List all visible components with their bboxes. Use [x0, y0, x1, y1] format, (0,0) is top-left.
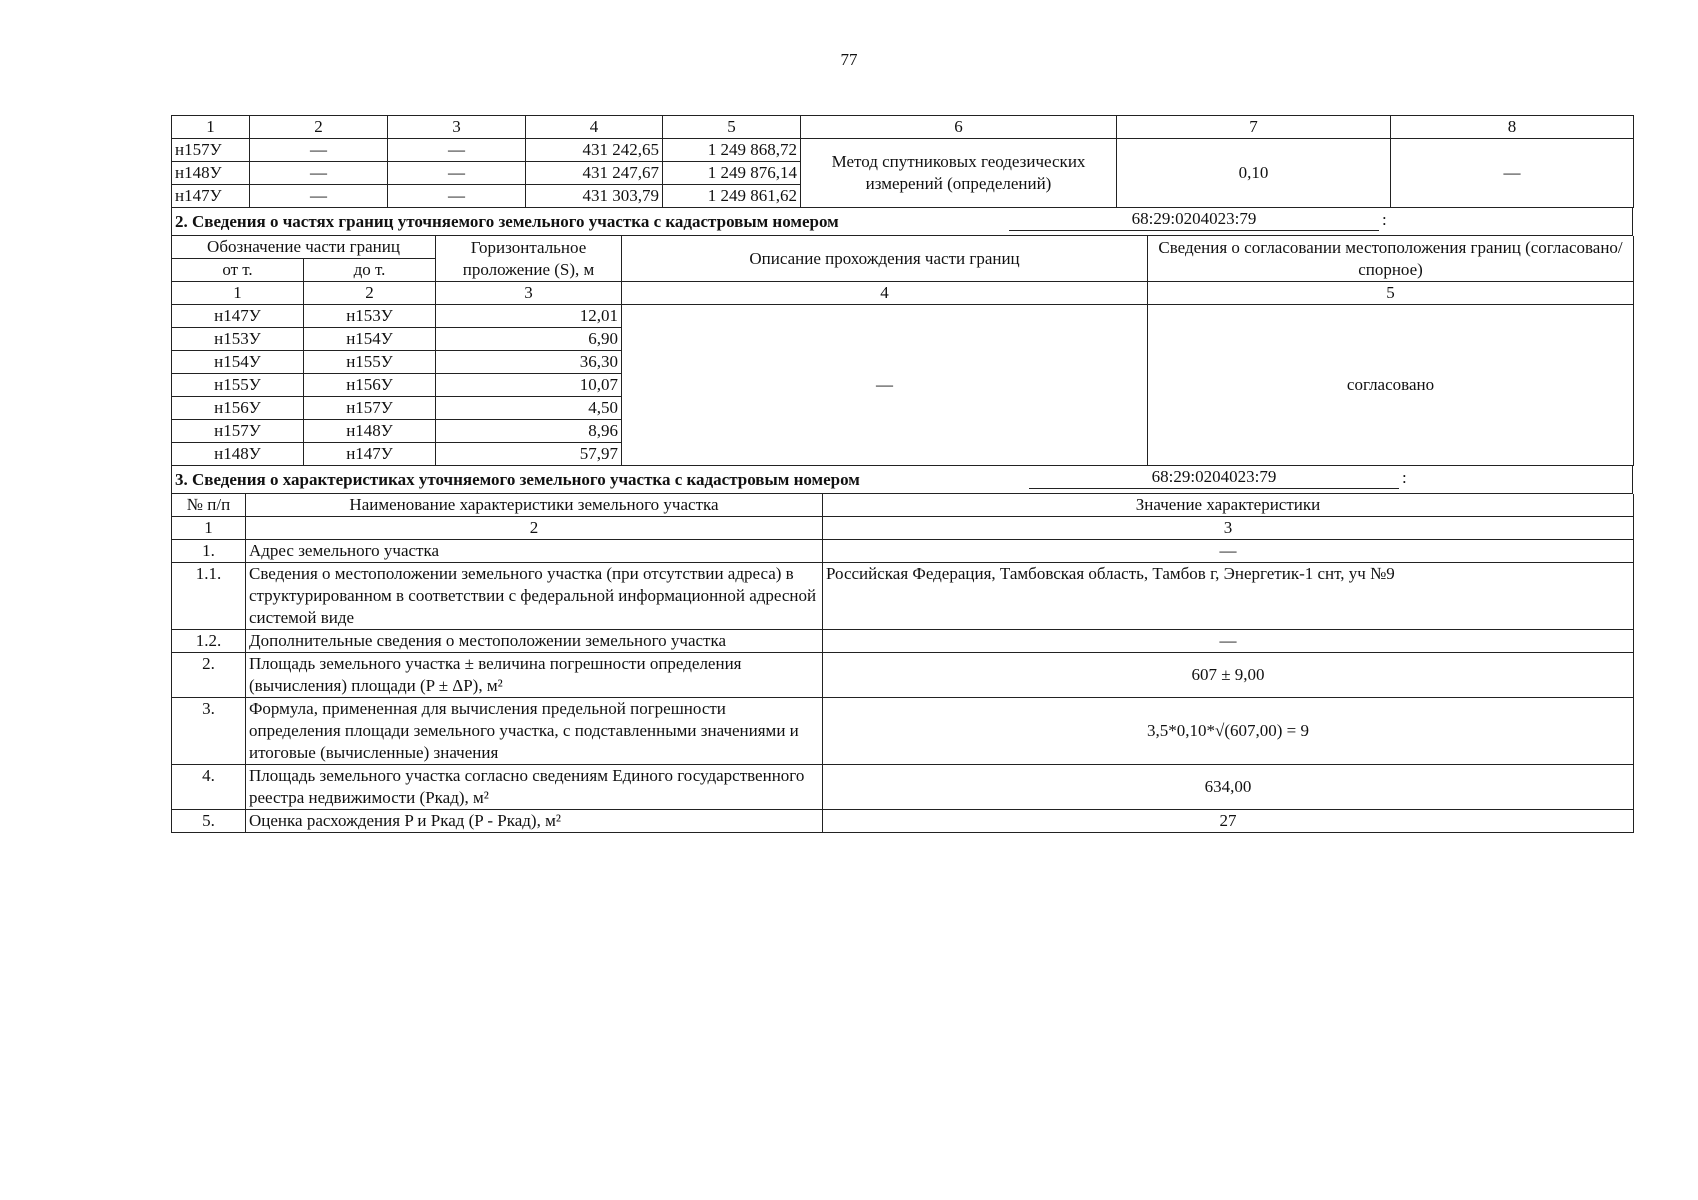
- characteristic-value: —: [823, 630, 1634, 653]
- coord-x: 431 303,79: [526, 185, 663, 208]
- table-header-row: [172, 116, 1634, 139]
- horizontal-distance: 12,01: [436, 305, 622, 328]
- row-num: 3.: [172, 698, 246, 765]
- section-2-heading: [171, 208, 1633, 236]
- point-id: н147У: [172, 185, 250, 208]
- header-cell: 2: [250, 116, 388, 139]
- horizontal-distance: 8,96: [436, 420, 622, 443]
- header-designation: Обозначение части границ: [172, 236, 436, 259]
- column-number: 5: [1148, 282, 1634, 305]
- row-num: 1.2.: [172, 630, 246, 653]
- cell: —: [388, 139, 526, 162]
- table-row: [172, 698, 1634, 765]
- agreement-cell: согласовано: [1148, 305, 1634, 466]
- coord-y: 1 249 876,14: [663, 162, 801, 185]
- point-id: н148У: [172, 162, 250, 185]
- table-row: [172, 563, 1634, 630]
- cell: —: [250, 139, 388, 162]
- table-number-row: [172, 282, 1634, 305]
- section-3-title: 3. Сведения о характеристиках уточняемого земельного участка с кадастровым номером: [175, 470, 860, 489]
- column-number: 1: [172, 517, 246, 540]
- cell: —: [388, 185, 526, 208]
- section-2-title: 2. Сведения о частях границ уточняемого земельного участка с кадастровым номером: [175, 212, 839, 231]
- table-row: [172, 765, 1634, 810]
- characteristic-name: Адрес земельного участка: [246, 540, 823, 563]
- cell: —: [388, 162, 526, 185]
- coord-y: 1 249 861,62: [663, 185, 801, 208]
- column-number: 4: [622, 282, 1148, 305]
- coord-x: 431 247,67: [526, 162, 663, 185]
- header-from: от т.: [172, 259, 304, 282]
- to-point: н157У: [304, 397, 436, 420]
- row-num: 2.: [172, 653, 246, 698]
- header-cell: 1: [172, 116, 250, 139]
- row-num: 4.: [172, 765, 246, 810]
- characteristic-value: 27: [823, 810, 1634, 833]
- to-point: н155У: [304, 351, 436, 374]
- coordinates-table: [171, 115, 1634, 208]
- table-header-row: [172, 494, 1634, 517]
- header-num: № п/п: [172, 494, 246, 517]
- cell: —: [250, 185, 388, 208]
- from-point: н148У: [172, 443, 304, 466]
- section-3-cadastral-number: 68:29:0204023:79: [1029, 466, 1399, 489]
- from-point: н147У: [172, 305, 304, 328]
- from-point: н156У: [172, 397, 304, 420]
- characteristic-name: Сведения о местоположении земельного участка (при отсутствии адреса) в структурированном в соответствии с федеральной информационной адресной системой виде: [246, 563, 823, 630]
- to-point: н154У: [304, 328, 436, 351]
- table-row: [172, 540, 1634, 563]
- header-cell: 8: [1391, 116, 1634, 139]
- coord-y: 1 249 868,72: [663, 139, 801, 162]
- header-horizontal: Горизонтальное проложение (S), м: [436, 236, 622, 282]
- section-3-heading: [171, 466, 1633, 494]
- characteristic-value: —: [823, 540, 1634, 563]
- header-cell: 4: [526, 116, 663, 139]
- table-header-row: [172, 236, 1634, 259]
- table-row: [172, 305, 1634, 328]
- characteristic-value: 3,5*0,10*√(607,00) = 9: [823, 698, 1634, 765]
- column-number: 3: [436, 282, 622, 305]
- to-point: н147У: [304, 443, 436, 466]
- characteristic-value: 607 ± 9,00: [823, 653, 1634, 698]
- header-cell: 3: [388, 116, 526, 139]
- accuracy-cell: 0,10: [1117, 139, 1391, 208]
- header-description: Описание прохождения части границ: [622, 236, 1148, 282]
- from-point: н153У: [172, 328, 304, 351]
- horizontal-distance: 57,97: [436, 443, 622, 466]
- from-point: н155У: [172, 374, 304, 397]
- characteristic-name: Площадь земельного участка согласно сведениям Единого государственного реестра недвижимости (Ркад), м²: [246, 765, 823, 810]
- to-point: н156У: [304, 374, 436, 397]
- header-cell: 6: [801, 116, 1117, 139]
- description-cell: —: [622, 305, 1148, 466]
- column-number: 3: [823, 517, 1634, 540]
- horizontal-distance: 10,07: [436, 374, 622, 397]
- to-point: н148У: [304, 420, 436, 443]
- horizontal-distance: 36,30: [436, 351, 622, 374]
- to-point: н153У: [304, 305, 436, 328]
- column-number: 1: [172, 282, 304, 305]
- header-to: до т.: [304, 259, 436, 282]
- horizontal-distance: 4,50: [436, 397, 622, 420]
- row-num: 1.1.: [172, 563, 246, 630]
- section-2-colon: :: [1382, 210, 1387, 229]
- characteristic-name: Оценка расхождения P и Ркад (P - Ркад), м²: [246, 810, 823, 833]
- characteristic-value: 634,00: [823, 765, 1634, 810]
- table-number-row: [172, 517, 1634, 540]
- row-num: 1.: [172, 540, 246, 563]
- coord-x: 431 242,65: [526, 139, 663, 162]
- characteristic-name: Формула, примененная для вычисления предельной погрешности определения площади земельного участка, с подставленными значениями и итоговые (вычисленные) значения: [246, 698, 823, 765]
- boundary-parts-table: [171, 236, 1634, 466]
- header-name: Наименование характеристики земельного участка: [246, 494, 823, 517]
- section-2-cadastral-number: 68:29:0204023:79: [1009, 208, 1379, 231]
- section-3-colon: :: [1402, 468, 1407, 487]
- characteristic-name: Площадь земельного участка ± величина погрешности определения (вычисления) площади (P ± ΔP), м²: [246, 653, 823, 698]
- document-body: [171, 115, 1633, 833]
- table-row: [172, 630, 1634, 653]
- characteristics-table: [171, 494, 1634, 833]
- header-agreement: Сведения о согласовании местоположения границ (согласовано/спорное): [1148, 236, 1634, 282]
- row-num: 5.: [172, 810, 246, 833]
- page-number: 77: [840, 50, 858, 69]
- characteristic-name: Дополнительные сведения о местоположении земельного участка: [246, 630, 823, 653]
- column-number: 2: [304, 282, 436, 305]
- header-value: Значение характеристики: [823, 494, 1634, 517]
- table-row: [172, 653, 1634, 698]
- from-point: н154У: [172, 351, 304, 374]
- point-id: н157У: [172, 139, 250, 162]
- header-cell: 7: [1117, 116, 1391, 139]
- column-number: 2: [246, 517, 823, 540]
- col8-cell: —: [1391, 139, 1634, 208]
- header-cell: 5: [663, 116, 801, 139]
- table-row: [172, 139, 1634, 162]
- table-row: [172, 810, 1634, 833]
- from-point: н157У: [172, 420, 304, 443]
- characteristic-value: Российская Федерация, Тамбовская область, Тамбов г, Энергетик-1 снт, уч №9: [823, 563, 1634, 630]
- cell: —: [250, 162, 388, 185]
- method-cell: Метод спутниковых геодезических измерений (определений): [801, 139, 1117, 208]
- horizontal-distance: 6,90: [436, 328, 622, 351]
